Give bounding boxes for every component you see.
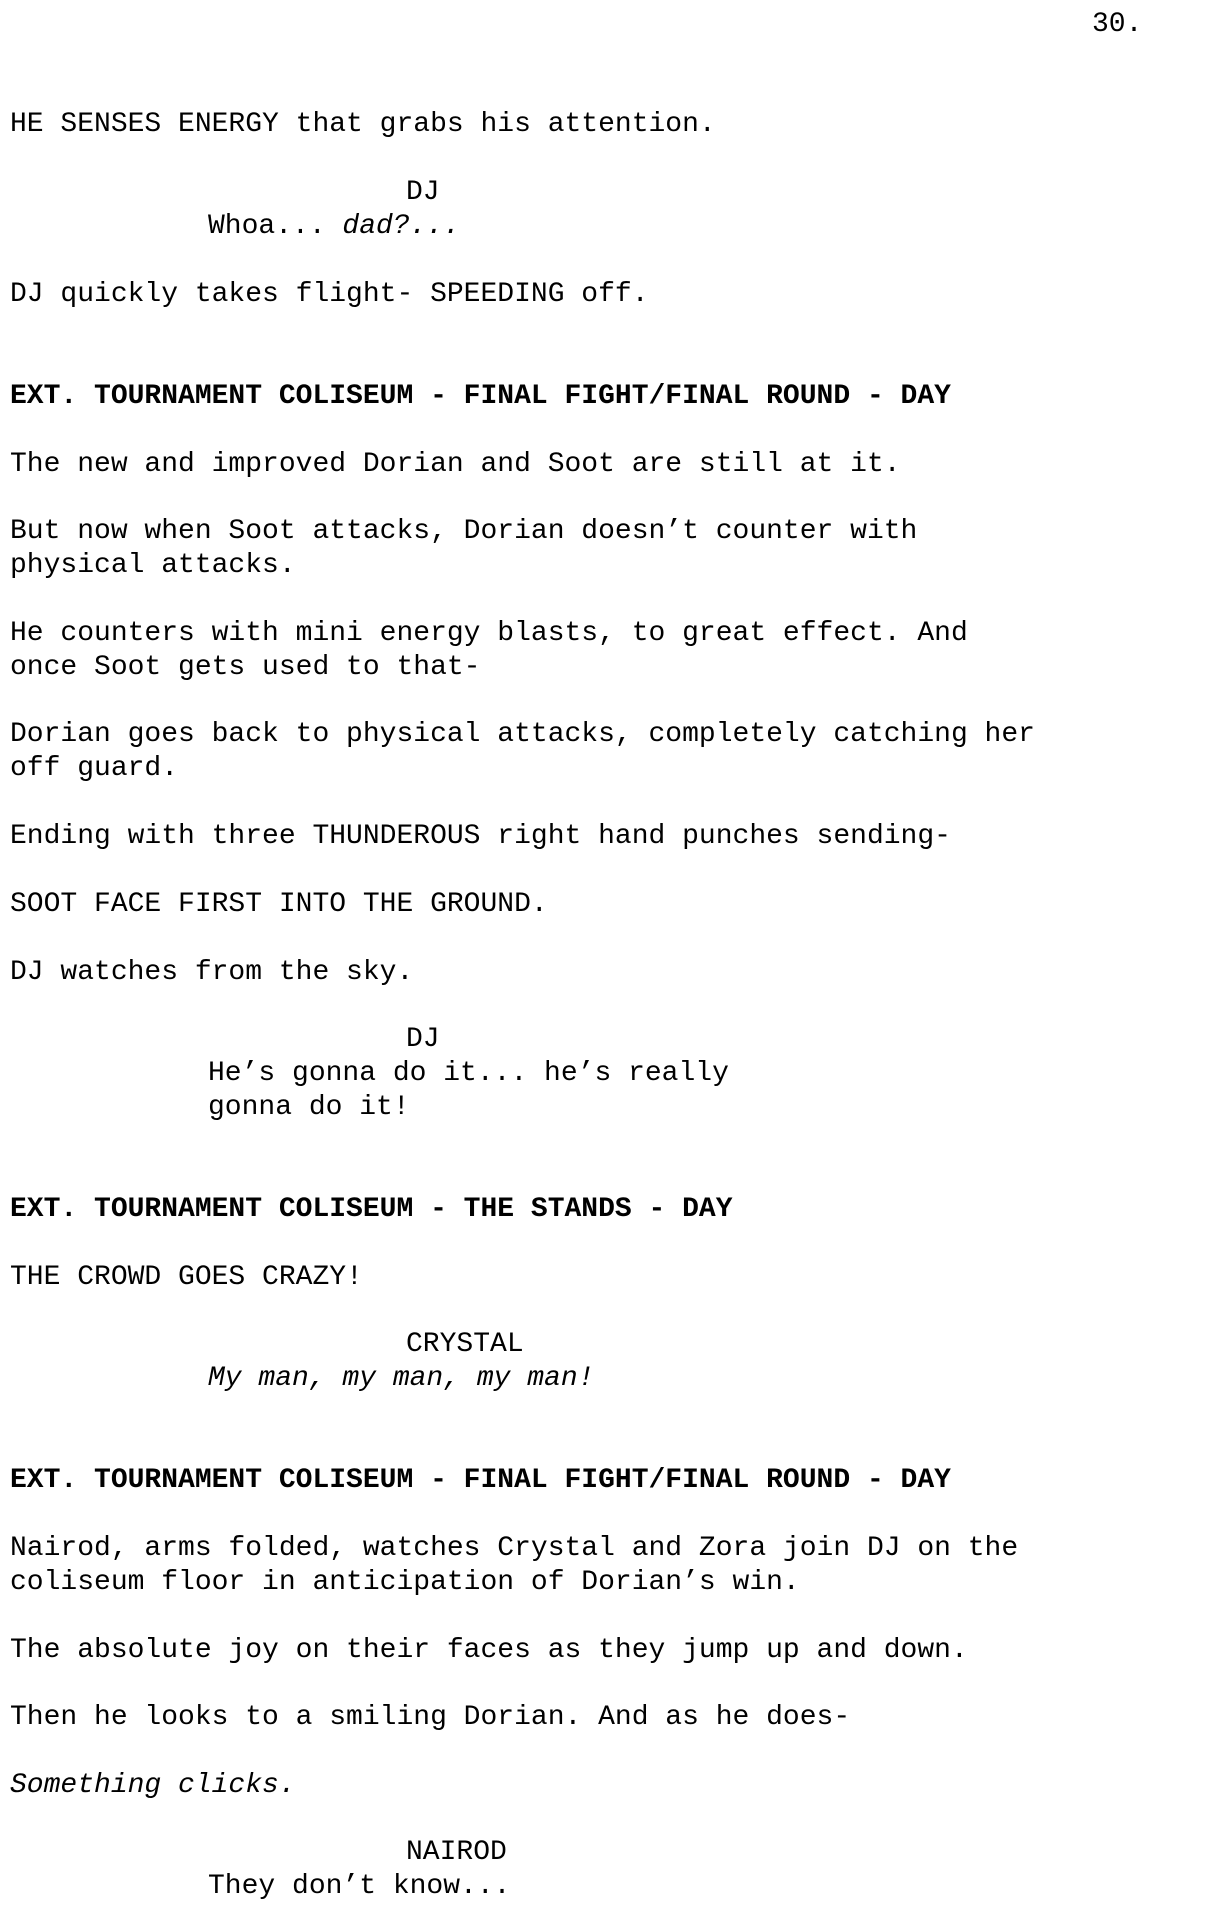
scene-heading: EXT. TOURNAMENT COLISEUM - THE STANDS - DAY [10, 1194, 733, 1225]
action-line: coliseum floor in anticipation of Dorian’s win. [10, 1567, 800, 1598]
dialogue-line: They don’t know... [208, 1871, 511, 1902]
action-line: Nairod, arms folded, watches Crystal and Zora join DJ on the [10, 1533, 1019, 1564]
action-line: once Soot gets used to that- [10, 652, 481, 683]
dialogue-line: Whoa... dad?... [208, 211, 461, 242]
action-line: SOOT FACE FIRST INTO THE GROUND. [10, 889, 548, 920]
character-cue: NAIROD [406, 1837, 507, 1868]
character-cue: CRYSTAL [406, 1329, 524, 1360]
dialogue-line: gonna do it! [208, 1092, 410, 1123]
character-cue: DJ [406, 177, 440, 208]
scene-heading: EXT. TOURNAMENT COLISEUM - FINAL FIGHT/FINAL ROUND - DAY [10, 381, 951, 412]
dialogue-line: My man, my man, my man! [208, 1363, 595, 1394]
action-line: off guard. [10, 753, 179, 784]
character-cue: DJ [406, 1024, 440, 1055]
scene-heading: EXT. TOURNAMENT COLISEUM - FINAL FIGHT/FINAL ROUND - DAY [10, 1465, 951, 1496]
action-line: DJ quickly takes flight- SPEEDING off. [10, 279, 649, 310]
dialogue-line: He’s gonna do it... he’s really [208, 1058, 729, 1089]
action-line: The new and improved Dorian and Soot are still at it. [10, 449, 901, 480]
action-line: Ending with three THUNDEROUS right hand punches sending- [10, 821, 951, 852]
action-line: DJ watches from the sky. [10, 957, 414, 988]
action-line: The absolute joy on their faces as they jump up and down. [10, 1635, 968, 1666]
action-line: Dorian goes back to physical attacks, completely catching her [10, 719, 1035, 750]
action-line: But now when Soot attacks, Dorian doesn’t counter with [10, 516, 918, 547]
action-line: HE SENSES ENERGY that grabs his attention. [10, 109, 716, 140]
action-line: Then he looks to a smiling Dorian. And as he does- [10, 1702, 851, 1733]
action-line: Something clicks. [10, 1770, 296, 1801]
action-line: physical attacks. [10, 550, 296, 581]
action-line: He counters with mini energy blasts, to great effect. And [10, 618, 968, 649]
action-line: THE CROWD GOES CRAZY! [10, 1262, 363, 1293]
page-number: 30. [1092, 9, 1143, 40]
